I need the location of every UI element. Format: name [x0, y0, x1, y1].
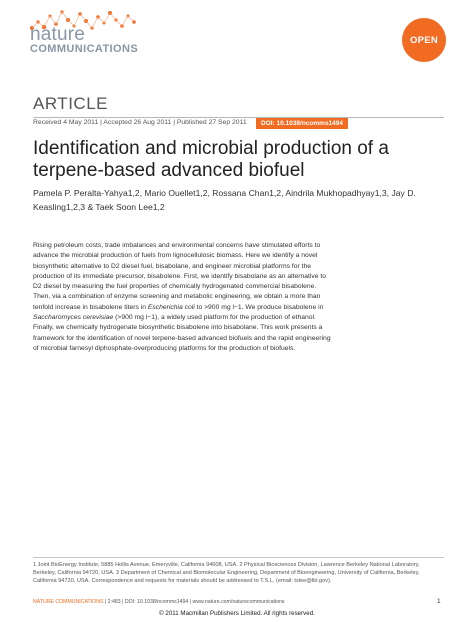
doi-badge[interactable]: DOI: 10.1038/ncomms1494: [256, 118, 348, 129]
article-type-label: ARTICLE: [33, 94, 108, 113]
footer-citation: [33, 599, 285, 605]
logo-nature-text: nature: [30, 24, 86, 45]
logo-communications-text: COMMUNICATIONS: [30, 43, 139, 55]
abstract-text-1: Rising petroleum costs, trade imbalances and environmental concerns have stimulated efforts to advance the microbial production of fuels from lignocellulosic biomass. Here we identify a novel biosynthetic alternative to D2 diesel fuel, bisabolane, and engineer microbial platforms for the production of its immediate precursor, bisabolene. First, we identify bisabolane as an alternative to D2 diesel by measuring the fuel properties of chemically hydrogenated commercial bisabolene. Then, via a combination of enzyme screening and metabolic engineering, we obtain a more than tenfold increase in bisabolene titers in: [33, 242, 327, 311]
page-number: 1: [437, 598, 441, 605]
footer-journal-name: NATURE COMMUNICATIONS: [33, 599, 104, 605]
publication-dates: Received 4 May 2011 | Accepted 26 Aug 2011 | Published 27 Sep 2011: [33, 119, 247, 126]
author-list: Pamela P. Peralta-Yahya1,2, Mario Ouellet1,2, Rossana Chan1,2, Aindrila Mukhopadhyay1,3, Jay D. Keasling1,2,3 & Taek Soon Lee1,2: [33, 188, 416, 212]
abstract-organism-yeast: Saccharomyces cerevisiae: [33, 314, 114, 322]
abstract-organism-ecoli: Escherichia coli: [147, 303, 195, 311]
article-title: Identification and microbial production of a terpene-based advanced biofuel: [33, 138, 389, 181]
footer-citation-text: | 2:483 | DOI: 10.1038/ncomms1494 | www.nature.com/naturecommunications: [103, 599, 285, 605]
header-divider: [33, 117, 444, 118]
open-access-badge: OPEN: [402, 18, 446, 62]
footnote-divider: [33, 557, 444, 558]
abstract-text-2: to >900 mg l−1. We produce bisabolene in: [194, 303, 324, 311]
abstract-paragraph: [33, 241, 335, 354]
affiliations: 1 Joint BioEnergy Institute, 5885 Hollis Avenue, Emeryville, California 94608, USA. 2 Physical Biosciences Division, Lawrence Berkeley National Laboratory, Berkeley, California 94720, USA. 3 Department of Chemical and Biomolecular Engineering, Department of Bioengineering, University of California, Berkeley, California 94720, USA. Correspondence and requests for materials should be addressed to T.S.L. (email: tslee@lbl.gov).: [33, 562, 420, 584]
abstract: [33, 241, 335, 354]
copyright-notice: © 2011 Macmillan Publishers Limited. All rights reserved.: [159, 610, 315, 617]
abstract-text-3: (>900 mg l−1), a widely used platform for the production of ethanol. Finally, we chemically hydrogenate biosynthetic bisabolene into bisabolane. This work presents a framework for the identification of novel terpene-based advanced biofuels and the rapid engineering of microbial farnesyl diphosphate-overproducing platforms for the production of biofuels.: [33, 314, 331, 352]
